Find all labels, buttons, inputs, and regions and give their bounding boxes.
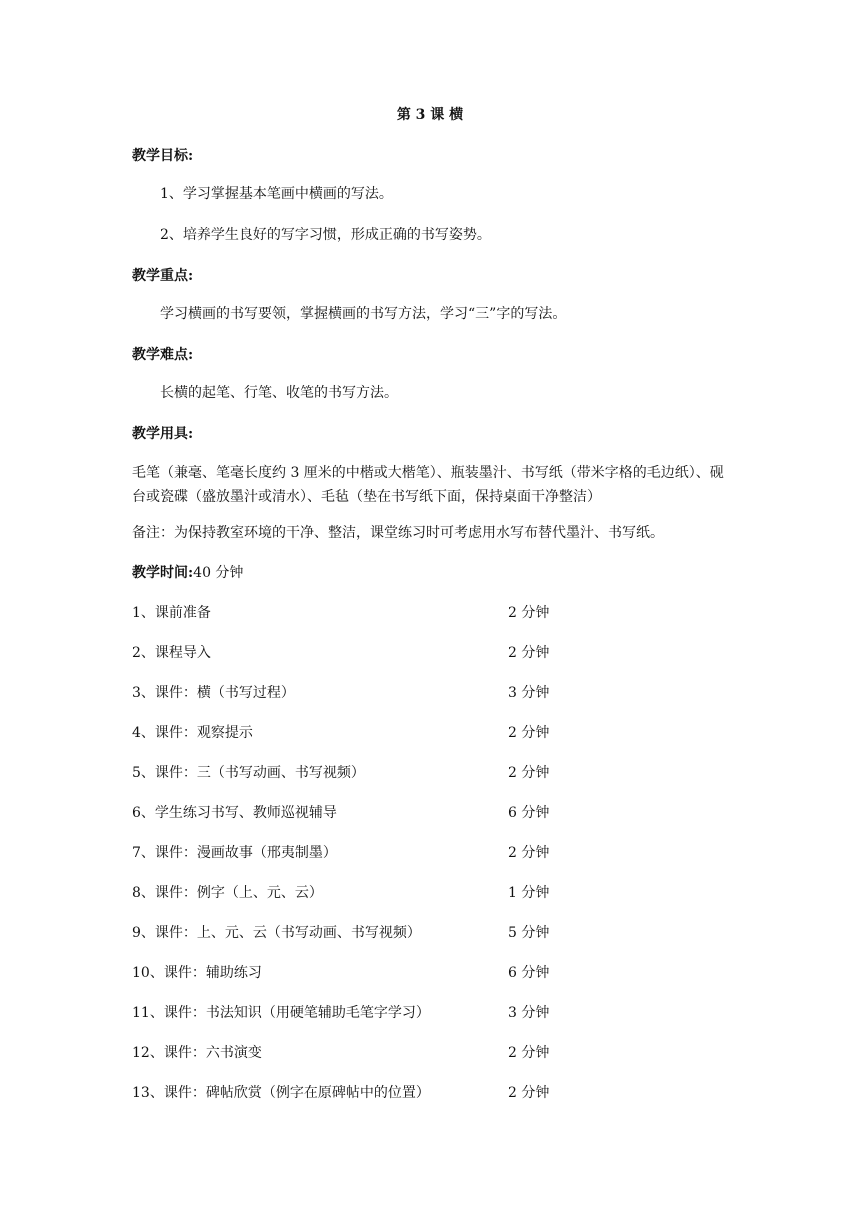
schedule-item: 8、课件：例字（上、元、云） — [132, 885, 323, 901]
schedule-time: 2 分钟 — [508, 845, 550, 861]
schedule-item: 3、课件：横（书写过程） — [132, 685, 295, 701]
schedule-item: 12、课件：六书演变 — [132, 1045, 262, 1061]
schedule-time: 3 分钟 — [508, 1005, 550, 1021]
schedule-time: 1 分钟 — [508, 885, 550, 901]
schedule-row — [132, 963, 550, 983]
schedule-item: 2、课程导入 — [132, 645, 211, 661]
schedule-row — [132, 883, 550, 903]
schedule-item: 9、课件：上、元、云（书写动画、书写视频） — [132, 925, 421, 941]
schedule-time: 6 分钟 — [508, 965, 550, 981]
schedule-row — [132, 1043, 550, 1063]
schedule-row — [132, 683, 550, 703]
schedule-row — [132, 643, 550, 663]
schedule-item: 5、课件：三（书写动画、书写视频） — [132, 765, 365, 781]
schedule-time: 2 分钟 — [508, 1045, 550, 1061]
time-heading: 教学时间: — [132, 565, 194, 581]
key-points-text: 学习横画的书写要领，掌握横画的书写方法，学习“三”字的写法。 — [160, 306, 567, 322]
schedule-item: 11、课件：书法知识（用硬笔辅助毛笔字学习） — [132, 1005, 430, 1021]
time-value: 40 分钟 — [193, 565, 244, 581]
schedule-row — [132, 763, 550, 783]
goal-item-1: 1、学习掌握基本笔画中横画的写法。 — [160, 186, 393, 202]
goal-item-2: 2、培养学生良好的写字习惯，形成正确的书写姿势。 — [160, 227, 491, 243]
schedule-item: 10、课件：辅助练习 — [132, 965, 262, 981]
schedule-row — [132, 803, 550, 823]
tools-heading: 教学用具: — [132, 426, 194, 442]
schedule-time: 2 分钟 — [508, 765, 550, 781]
goals-heading: 教学目标: — [132, 148, 194, 164]
schedule-item: 1、课前准备 — [132, 605, 211, 621]
schedule-row — [132, 1083, 550, 1103]
schedule-time: 2 分钟 — [508, 1085, 550, 1101]
schedule-row — [132, 1003, 550, 1023]
schedule-row — [132, 843, 550, 863]
schedule-item: 7、课件：漫画故事（邢夷制墨） — [132, 845, 337, 861]
schedule-time: 2 分钟 — [508, 605, 550, 621]
schedule-item: 4、课件：观察提示 — [132, 725, 253, 741]
schedule-time: 6 分钟 — [508, 805, 550, 821]
schedule-item: 13、课件：碑帖欣赏（例字在原碑帖中的位置） — [132, 1085, 430, 1101]
schedule-time: 2 分钟 — [508, 725, 550, 741]
schedule-item: 6、学生练习书写、教师巡视辅导 — [132, 805, 337, 821]
schedule-time: 5 分钟 — [508, 925, 550, 941]
tools-text: 毛笔（兼毫、笔毫长度约 3 厘米的中楷或大楷笔）、瓶装墨汁、书写纸（带米字格的毛边纸）、砚台或瓷碟（盛放墨汁或清水）、毛毡（垫在书写纸下面，保持桌面干净整洁） — [132, 465, 724, 505]
schedule-row — [132, 723, 550, 743]
difficulties-heading: 教学难点: — [132, 347, 194, 363]
note-text: 备注：为保持教室环境的干净、整洁，课堂练习时可考虑用水写布替代墨汁、书写纸。 — [132, 525, 664, 541]
time-line — [132, 563, 243, 583]
lesson-title: 第 3 课 横 — [396, 107, 464, 123]
schedule-row — [132, 603, 550, 623]
schedule-time: 2 分钟 — [508, 645, 550, 661]
key-points-heading: 教学重点: — [132, 268, 194, 284]
schedule-row — [132, 923, 550, 943]
difficulties-text: 长横的起笔、行笔、收笔的书写方法。 — [160, 385, 398, 401]
schedule-time: 3 分钟 — [508, 685, 550, 701]
